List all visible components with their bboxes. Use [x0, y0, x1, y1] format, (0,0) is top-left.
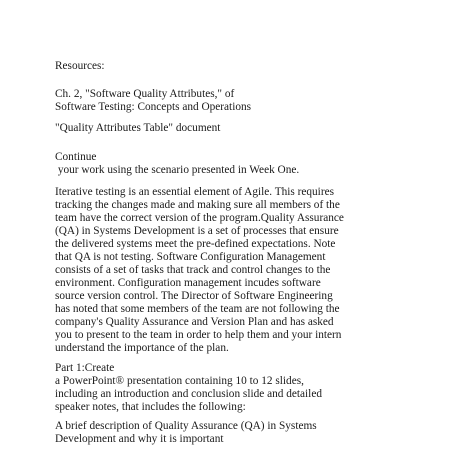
paragraph-line: understand the importance of the plan. — [55, 342, 229, 354]
paragraph-line: environment. Configuration management incudes software — [55, 277, 321, 289]
paragraph-line: that QA is not testing. Software Configuration Management — [55, 251, 326, 263]
paragraph-line: tracking the changes made and making sure all members of the — [55, 199, 340, 211]
continue-label: Continue — [55, 151, 97, 163]
part1-line: a PowerPoint® presentation containing 10 to 12 slides, — [55, 375, 304, 387]
reference-2: "Quality Attributes Table" document — [55, 122, 221, 134]
part1-line: including an introduction and conclusion slide and detailed — [55, 388, 322, 400]
reference-1-line-2: Software Testing: Concepts and Operations — [55, 101, 252, 113]
paragraph-line: consists of a set of tasks that track and control changes to the — [55, 264, 331, 276]
continue-text: your work using the scenario presented in Week One. — [55, 164, 300, 176]
paragraph-line: company's Quality Assurance and Version Plan and has asked — [55, 316, 334, 328]
paragraph-line: (QA) in Systems Development is a set of processes that ensure — [55, 225, 339, 237]
paragraph-line: has noted that some members of the team are not following the — [55, 303, 340, 315]
paragraph-line: the delivered systems meet the pre-defined expectations. Note — [55, 238, 336, 250]
part1-line: speaker notes, that includes the following: — [55, 401, 246, 413]
paragraph-line: Iterative testing is an essential element of Agile. This requires — [55, 186, 334, 198]
paragraph-line: team have the correct version of the program.Quality Assurance — [55, 212, 344, 224]
paragraph-line: you to present to the team in order to help them and your intern — [55, 329, 342, 341]
bullet-line: A brief description of Quality Assurance (QA) in Systems — [55, 420, 317, 432]
reference-1-line-1: Ch. 2, "Software Quality Attributes," of — [55, 88, 235, 100]
paragraph-line: source version control. The Director of Software Engineering — [55, 290, 333, 302]
resources-heading: Resources: — [55, 60, 105, 72]
bullet-line: Development and why it is important — [55, 433, 224, 445]
part1-heading: Part 1:Create — [55, 362, 115, 374]
